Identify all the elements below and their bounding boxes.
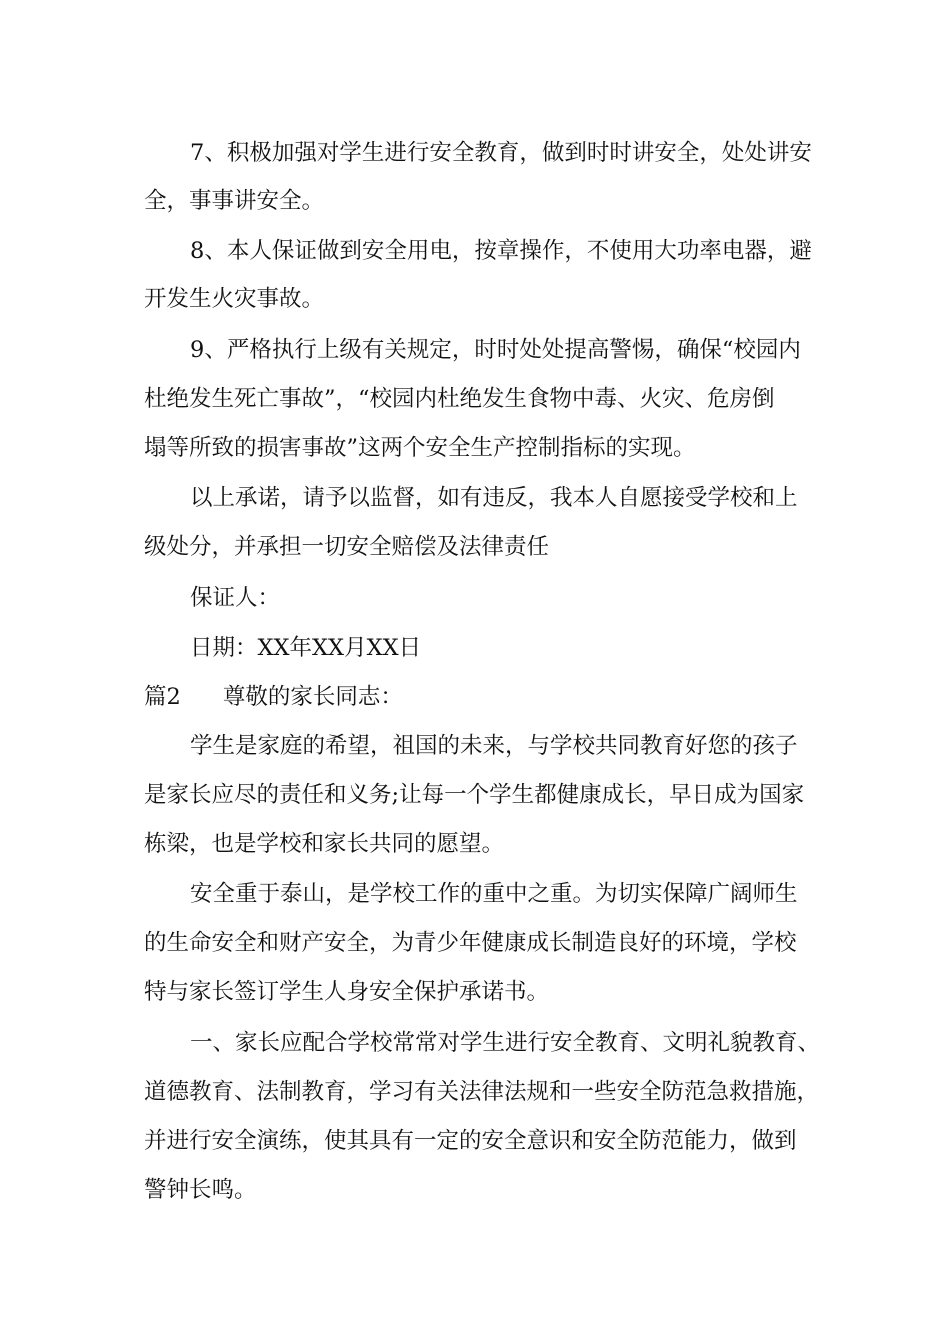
commitment-line-2: 级处分，并承担一切安全赔偿及法律责任: [144, 534, 550, 560]
item-1-line-1: 一、家长应配合学校常常对学生进行安全教育、文明礼貌教育、: [190, 1030, 821, 1056]
commitment-line-1: 以上承诺，请予以监督，如有违反，我本人自愿接受学校和上: [190, 485, 798, 511]
paragraph-7-line-1: 7、积极加强对学生进行安全教育，做到时时讲安全，处处讲安: [190, 140, 812, 166]
section-2-salutation: 尊敬的家长同志：: [222, 684, 403, 710]
section-2-label: 篇2: [144, 684, 181, 710]
paragraph-7-line-2: 全，事事讲安全。: [144, 188, 325, 214]
section-2-heading: [144, 682, 403, 712]
item-1-line-2: 道德教育、法制教育，学习有关法律法规和一些安全防范急救措施，: [144, 1079, 820, 1105]
paragraph-8-line-1: 8、本人保证做到安全用电，按章操作，不使用大功率电器，避: [190, 238, 812, 264]
safety-line-2: 的生命安全和财产安全，为青少年健康成长制造良好的环境，学校: [144, 930, 797, 956]
intro-line-3: 栋梁，也是学校和家长共同的愿望。: [144, 831, 505, 857]
safety-line-3: 特与家长签订学生人身安全保护承诺书。: [144, 979, 550, 1005]
guarantor-label: 保证人：: [190, 585, 281, 611]
paragraph-9-line-3: 塌等所致的损害事故”这两个安全生产控制指标的实现。: [144, 435, 696, 461]
paragraph-8-line-2: 开发生火灾事故。: [144, 286, 325, 312]
paragraph-9-line-2: 杜绝发生死亡事故”，“校园内杜绝发生食物中毒、火灾、危房倒: [144, 386, 775, 412]
intro-line-1: 学生是家庭的希望，祖国的未来，与学校共同教育好您的孩子: [190, 733, 798, 759]
paragraph-9-line-1: 9、严格执行上级有关规定，时时处处提高警惕，确保“校园内: [190, 337, 801, 363]
intro-line-2: 是家长应尽的责任和义务;让每一个学生都健康成长，早日成为国家: [144, 782, 805, 808]
safety-line-1: 安全重于泰山，是学校工作的重中之重。为切实保障广阔师生: [190, 881, 798, 907]
item-1-line-4: 警钟长鸣。: [144, 1177, 257, 1203]
item-1-line-3: 并进行安全演练，使其具有一定的安全意识和安全防范能力，做到: [144, 1128, 797, 1154]
date-line: 日期：XX年XX月XX日: [190, 635, 422, 661]
